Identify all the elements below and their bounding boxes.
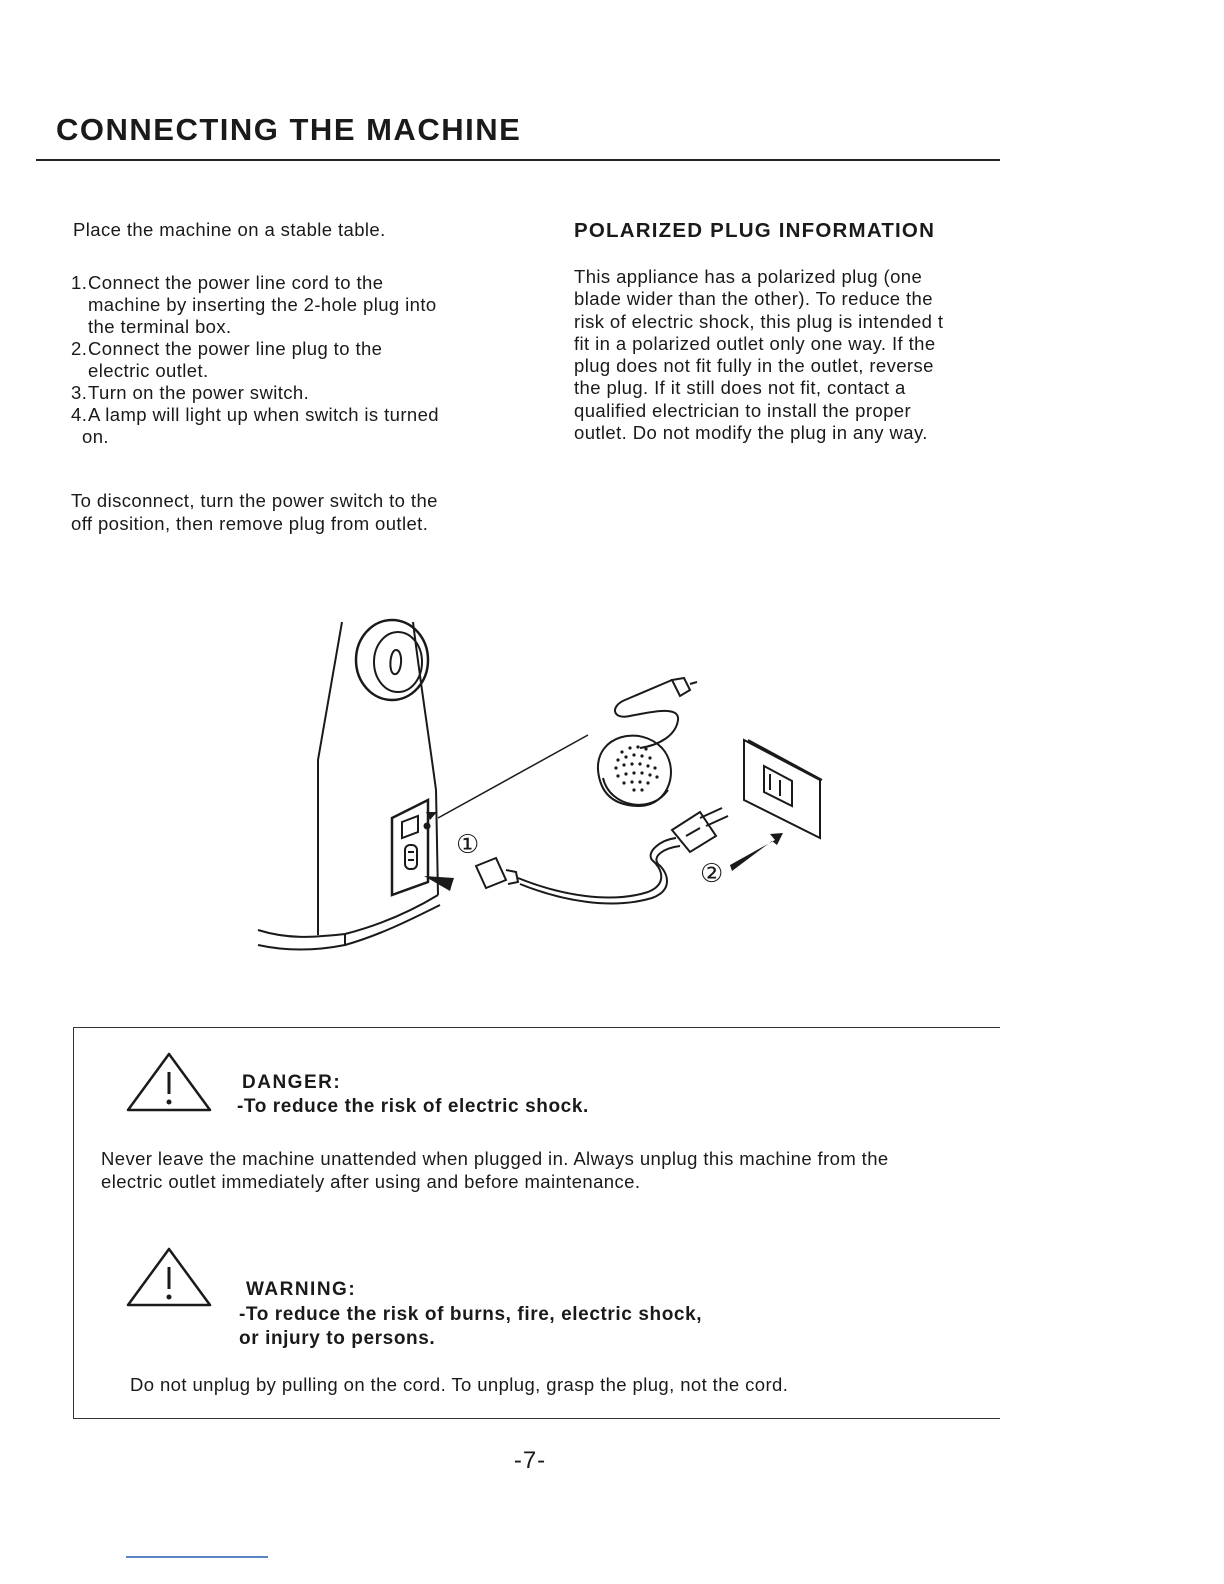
step-text: Turn on the power switch. bbox=[88, 382, 310, 403]
warning-triangle-icon bbox=[124, 1245, 214, 1309]
wall-outlet-icon bbox=[744, 740, 822, 838]
step-text: electric outlet. bbox=[88, 360, 209, 381]
callout-1: ① bbox=[456, 830, 480, 860]
foot-pedal-icon bbox=[598, 678, 697, 806]
step-number: 3. bbox=[71, 382, 88, 403]
step-text: machine by inserting the 2-hole plug into bbox=[88, 294, 437, 315]
danger-subtitle: -To reduce the risk of electric shock. bbox=[237, 1096, 589, 1117]
step-number: 4. bbox=[71, 404, 88, 425]
disconnect-line: To disconnect, turn the power switch to the bbox=[71, 490, 438, 511]
step-number: 1. bbox=[71, 272, 88, 293]
step-number: 2. bbox=[71, 338, 88, 359]
scan-artifact-line bbox=[126, 1556, 268, 1558]
step-text: Connect the power line cord to the bbox=[88, 272, 384, 293]
polarized-line: plug does not fit fully in the outlet, reverse bbox=[574, 355, 934, 377]
page-number: -7- bbox=[513, 1447, 547, 1474]
safety-box-top-border bbox=[73, 1027, 1000, 1028]
danger-body-line: electric outlet immediately after using and before maintenance. bbox=[101, 1171, 641, 1192]
polarized-plug-text bbox=[574, 266, 994, 444]
step-text: A lamp will light up when switch is turned bbox=[88, 404, 439, 425]
callout-2: ② bbox=[700, 859, 724, 889]
polarized-line: the plug. If it still does not fit, contact a bbox=[574, 377, 906, 399]
polarized-line: risk of electric shock, this plug is intended t bbox=[574, 310, 944, 332]
disconnect-text bbox=[71, 490, 541, 535]
step-text: on. bbox=[82, 426, 109, 447]
warning-label: WARNING: bbox=[246, 1279, 357, 1300]
page-title: CONNECTING THE MACHINE bbox=[56, 112, 522, 147]
warning-triangle-icon bbox=[124, 1050, 214, 1114]
polarized-plug-heading: POLARIZED PLUG INFORMATION bbox=[574, 219, 936, 242]
list-item bbox=[71, 382, 541, 404]
warning-subtitle-line: or injury to persons. bbox=[239, 1328, 436, 1349]
list-item bbox=[71, 272, 541, 338]
sewing-machine-icon bbox=[258, 620, 440, 950]
pedal-grip-dots bbox=[614, 745, 658, 791]
guide-line bbox=[438, 735, 588, 818]
list-item bbox=[71, 338, 541, 382]
polarized-line: fit in a polarized outlet only one way. If the bbox=[574, 332, 936, 354]
lamp-icon bbox=[424, 823, 431, 830]
polarized-line: qualified electrician to install the proper bbox=[574, 399, 912, 421]
safety-box-left-border bbox=[73, 1027, 74, 1419]
safety-box-bottom-border bbox=[73, 1418, 1000, 1419]
danger-label: DANGER: bbox=[242, 1072, 342, 1093]
disconnect-line: off position, then remove plug from outlet. bbox=[71, 512, 429, 534]
connection-steps bbox=[71, 272, 541, 448]
step-text: the terminal box. bbox=[88, 316, 232, 337]
title-divider bbox=[36, 159, 1000, 161]
danger-body-line: Never leave the machine unattended when plugged in. Always unplug this machine from the bbox=[101, 1148, 889, 1169]
plug-icon bbox=[476, 808, 728, 903]
polarized-line: blade wider than the other). To reduce the bbox=[574, 288, 933, 310]
polarized-line: outlet. Do not modify the plug in any way. bbox=[574, 422, 928, 444]
danger-body bbox=[101, 1147, 1001, 1193]
warning-subtitle-line: -To reduce the risk of burns, fire, electric shock, bbox=[239, 1304, 703, 1325]
intro-text: Place the machine on a stable table. bbox=[73, 219, 386, 240]
connection-illustration bbox=[240, 610, 840, 970]
polarized-line: This appliance has a polarized plug (one bbox=[574, 266, 923, 287]
list-item bbox=[71, 404, 541, 448]
warning-body: Do not unplug by pulling on the cord. To unplug, grasp the plug, not the cord. bbox=[130, 1374, 789, 1395]
warning-subtitle bbox=[239, 1303, 939, 1351]
step-text: Connect the power line plug to the bbox=[88, 338, 383, 359]
